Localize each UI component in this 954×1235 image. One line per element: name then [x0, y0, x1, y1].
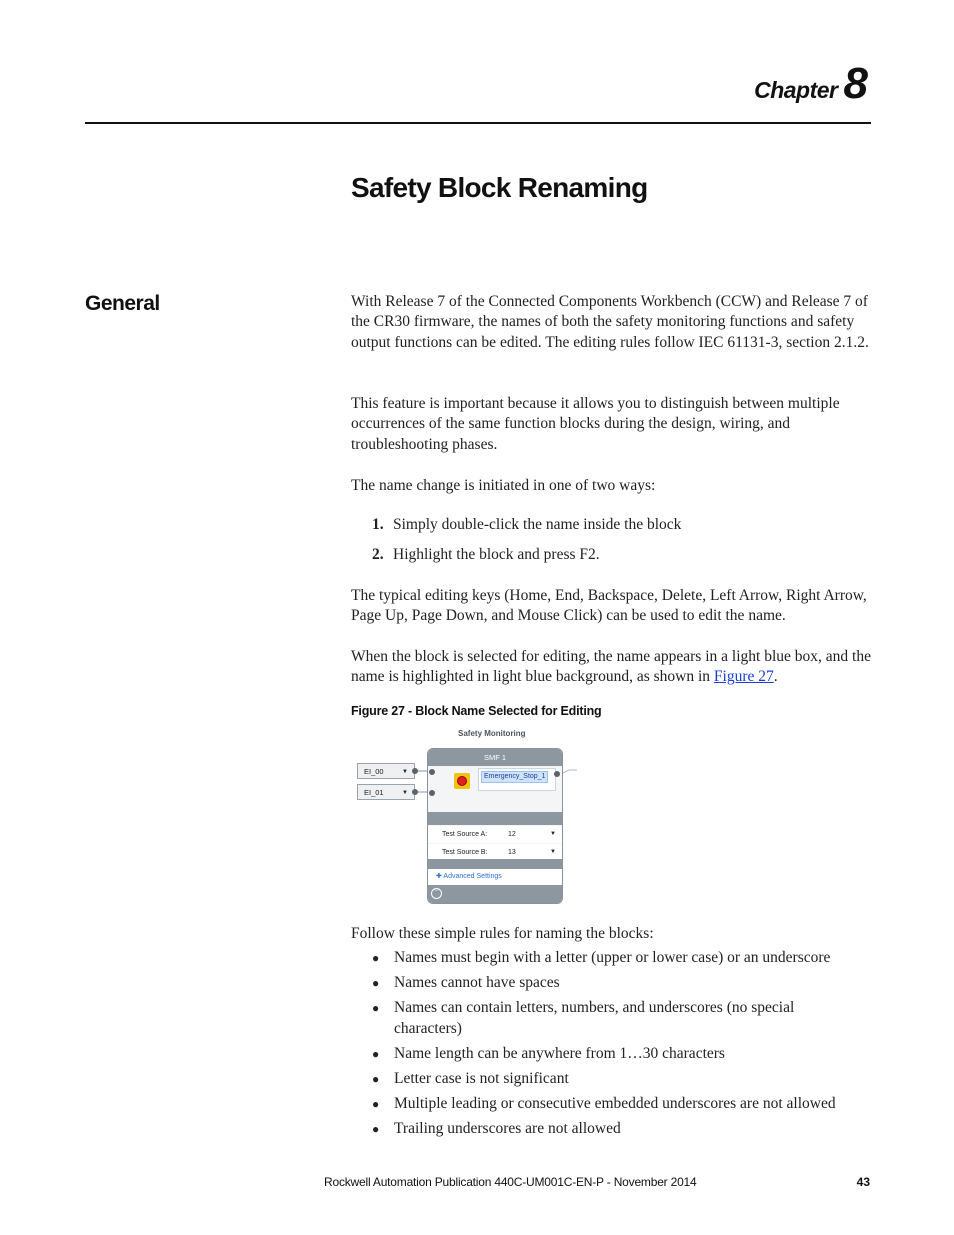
input-ei-01-label: EI_01	[364, 788, 384, 797]
test-source-a-label: Test Source A:	[442, 831, 488, 838]
input-ei-00[interactable]	[357, 763, 415, 779]
block-name-selected[interactable]: Emergency_Stop_1	[481, 771, 548, 783]
collapse-icon[interactable]: ︾	[431, 888, 442, 899]
rule-text: Name length can be anywhere from 1…30 characters	[394, 1044, 725, 1062]
chapter-heading	[754, 59, 868, 108]
block-name-editbox[interactable]	[478, 768, 556, 791]
paragraph-selection	[351, 647, 871, 688]
block-footer	[428, 885, 562, 903]
list-item	[372, 516, 681, 546]
rule-text: Trailing underscores are not allowed	[394, 1119, 621, 1137]
chevron-down-icon: ▼	[402, 790, 408, 796]
block-input-pin	[429, 769, 435, 775]
list-item	[372, 948, 872, 969]
paragraph-editing-keys: The typical editing keys (Home, End, Backspace, Delete, Left Arrow, Right Arrow, Page Up, Page Down, and Mouse Click) can be used to edit the name.	[351, 587, 867, 625]
input-pin	[412, 768, 418, 774]
figure-27-link[interactable]: Figure 27	[713, 668, 774, 686]
block-output-pin	[554, 771, 560, 777]
bullet-icon: ●	[372, 1121, 380, 1136]
list-item	[372, 1094, 872, 1115]
paragraph-selection-text: When the block is selected for editing, the name appears in a light blue box, and the name is highlighted in light blue background, as shown in	[351, 648, 871, 686]
rule-text: Names must begin with a letter (upper or lower case) or an underscore	[394, 949, 831, 966]
naming-rules-list	[372, 948, 872, 1144]
test-source-b-label: Test Source B:	[442, 849, 488, 856]
step-number: 1.	[372, 516, 384, 533]
bullet-icon: ●	[372, 1046, 380, 1061]
bullet-icon: ●	[372, 1071, 380, 1086]
section-heading: General	[85, 292, 160, 315]
figure-27	[355, 726, 585, 908]
list-item	[372, 546, 681, 576]
block-input-pin	[429, 790, 435, 796]
paragraph-initiation: The name change is initiated in one of two ways:	[351, 477, 656, 494]
emergency-stop-icon	[454, 773, 470, 789]
safety-monitoring-block[interactable]	[427, 748, 563, 904]
paragraph-selection-end: .	[773, 668, 778, 686]
figure-caption: Figure 27 - Block Name Selected for Editing	[351, 704, 602, 718]
chevron-down-icon: ▼	[550, 831, 556, 837]
paragraph-rules-intro: Follow these simple rules for naming the blocks:	[351, 925, 654, 942]
list-item	[372, 1069, 872, 1090]
input-ei-01[interactable]	[357, 784, 415, 800]
paragraph-intro: With Release 7 of the Connected Components Workbench (CCW) and Release 7 of the CR30 firmware, the names of both the safety monitoring functions and safety output functions can be edited. The editing rules follow IEC 61131-3, section 2.1.2.	[351, 293, 869, 351]
list-item	[372, 1119, 872, 1140]
input-ei-00-label: EI_00	[364, 767, 384, 776]
test-source-a-row[interactable]	[428, 826, 562, 843]
rule-text: Multiple leading or consecutive embedded underscores are not allowed	[394, 1094, 836, 1112]
chevron-down-icon: ▼	[402, 769, 408, 775]
list-item	[372, 1044, 872, 1065]
test-source-a-value: 12	[508, 831, 516, 838]
figure-panel-title: Safety Monitoring	[458, 729, 526, 738]
list-item	[372, 973, 872, 994]
advanced-settings-link[interactable]: ✚ Advanced Settings	[436, 873, 502, 880]
bullet-icon: ●	[372, 1001, 380, 1015]
steps-list	[372, 516, 681, 576]
block-header: SMF 1	[428, 749, 562, 766]
rule-text: Names can contain letters, numbers, and underscores (no special characters)	[394, 999, 795, 1037]
rule-text: Letter case is not significant	[394, 1069, 569, 1087]
bullet-icon: ●	[372, 951, 380, 965]
bullet-icon: ●	[372, 976, 380, 990]
input-pin	[412, 789, 418, 795]
header-rule	[85, 122, 871, 124]
bullet-icon: ●	[372, 1096, 380, 1111]
step-text: Simply double-click the name inside the block	[393, 516, 682, 533]
footer-publication: Rockwell Automation Publication 440C-UM001C-EN-P - November 2014	[324, 1175, 697, 1189]
step-text: Highlight the block and press F2.	[393, 546, 600, 563]
chapter-word: Chapter	[754, 77, 838, 103]
page-number: 43	[856, 1175, 870, 1189]
paragraph-importance: This feature is important because it allows you to distinguish between multiple occurrences of the same function blocks during the design, wiring, and troubleshooting phases.	[351, 395, 840, 453]
step-number: 2.	[372, 546, 384, 563]
rule-text: Names cannot have spaces	[394, 974, 560, 991]
block-separator	[428, 812, 562, 825]
chevron-down-icon: ▼	[550, 849, 556, 855]
list-item	[372, 998, 872, 1039]
page-title: Safety Block Renaming	[351, 172, 648, 203]
chapter-number: 8	[843, 59, 868, 108]
test-source-b-value: 13	[508, 849, 516, 856]
